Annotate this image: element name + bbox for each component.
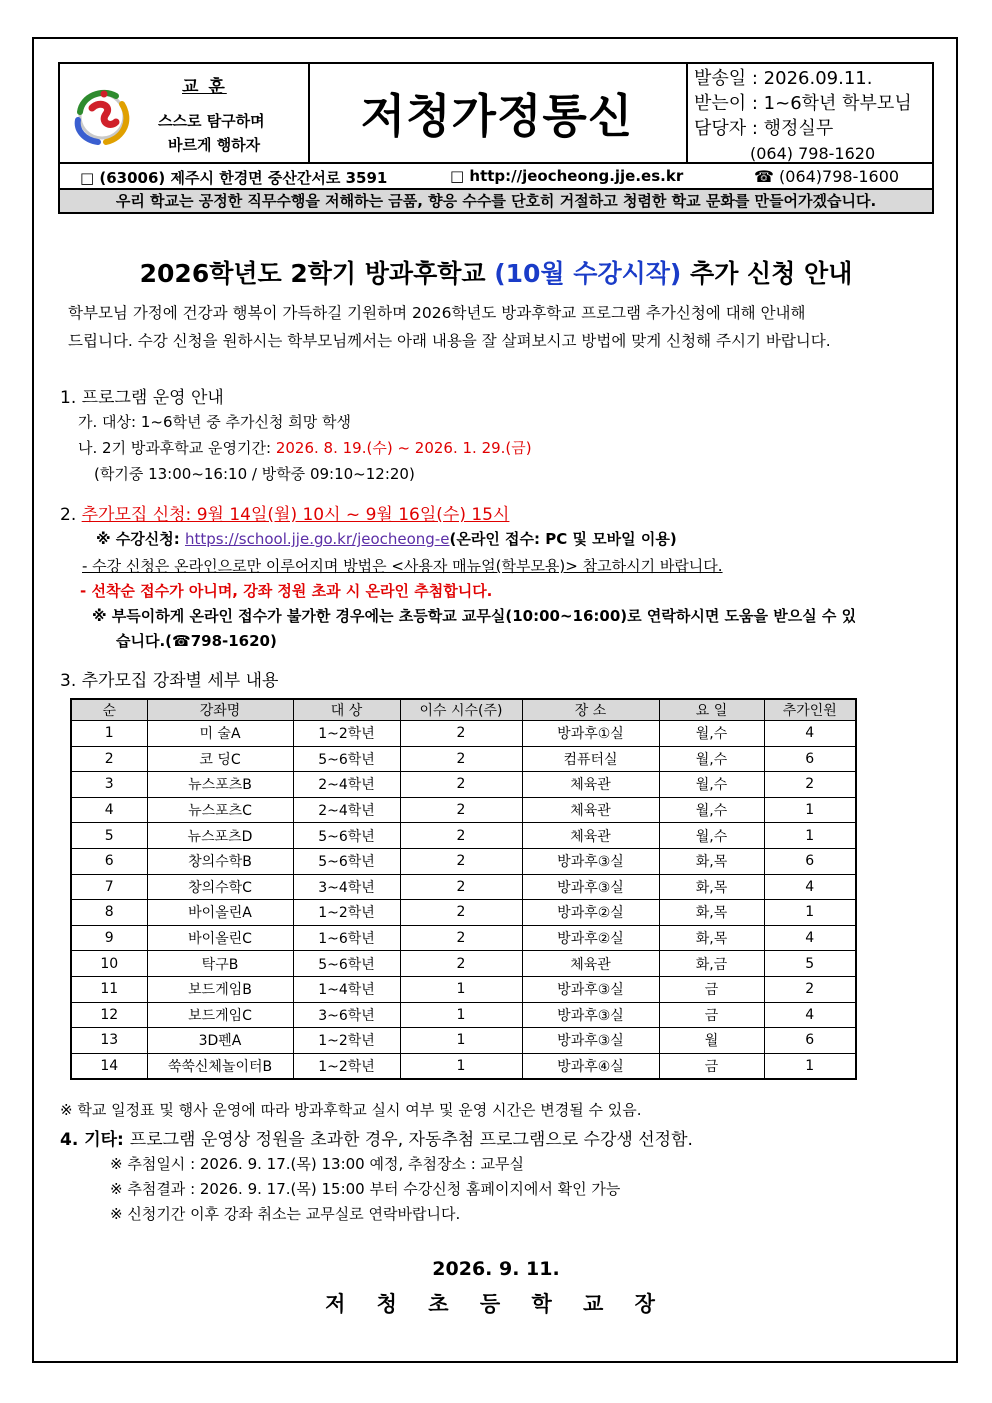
table-row xyxy=(71,797,856,823)
school-website-link[interactable]: □ http://jeocheong.jje.es.kr xyxy=(450,167,684,185)
table-cell: 4 xyxy=(764,925,856,951)
table-cell: 6 xyxy=(764,1028,856,1054)
table-cell: 체육관 xyxy=(522,951,659,977)
address-bar xyxy=(58,164,934,190)
table-cell: 월,수 xyxy=(659,746,764,772)
table-row xyxy=(71,721,856,747)
section-4-heading xyxy=(60,1125,693,1150)
table-cell: 1 xyxy=(400,976,522,1002)
table-cell: 방과후③실 xyxy=(522,976,659,1002)
table-row xyxy=(71,848,856,874)
table-cell: 컴퓨터실 xyxy=(522,746,659,772)
table-cell: 1 xyxy=(764,823,856,849)
section-2-heading xyxy=(60,500,509,525)
table-row xyxy=(71,1002,856,1028)
table-cell: 2 xyxy=(400,951,522,977)
table-cell: 1 xyxy=(71,721,147,747)
table-cell: 뉴스포츠C xyxy=(147,797,293,823)
motto-line-1: 스스로 탐구하며 xyxy=(158,112,265,130)
table-cell: 2 xyxy=(400,900,522,926)
column-header: 대 상 xyxy=(293,699,400,721)
table-row xyxy=(71,900,856,926)
table-cell: 방과후③실 xyxy=(522,1002,659,1028)
table-cell: 2~4학년 xyxy=(293,797,400,823)
ethics-banner: 우리 학교는 공정한 직무수행을 저해하는 금품, 향응 수수를 단호히 거절하고 청렴한 학교 문화를 만들어가겠습니다. xyxy=(58,190,934,214)
table-cell: 금 xyxy=(659,976,764,1002)
section-1-heading: 1. 프로그램 운영 안내 xyxy=(60,388,224,408)
lottery-date-note: ※ 추첨일시 : 2026. 9. 17.(목) 13:00 예정, 추첨장소 : 교무실 xyxy=(110,1155,525,1173)
table-cell: 1 xyxy=(400,1002,522,1028)
sent-date: 발송일 : 2026.09.11. xyxy=(694,68,873,89)
intro-line-1: 학부모님 가정에 건강과 행복이 가득하길 기원하며 2026학년도 방과후학교 프로그램 추가신청에 대해 안내해 xyxy=(68,304,806,322)
recipient: 받는이 : 1~6학년 학부모님 xyxy=(694,93,912,114)
table-row xyxy=(71,772,856,798)
target-students: 가. 대상: 1~6학년 중 추가신청 희망 학생 xyxy=(78,413,351,431)
lottery-result-note: ※ 추첨결과 : 2026. 9. 17.(목) 15:00 부터 수강신청 홈페이지에서 확인 가능 xyxy=(110,1180,621,1198)
intro-line-2: 드립니다. 수강 신청을 원하시는 학부모님께서는 아래 내용을 잘 살펴보시고 방법에 맞게 신청해 주시기 바랍니다. xyxy=(68,332,831,350)
table-row xyxy=(71,925,856,951)
operation-period xyxy=(78,437,532,458)
table-cell: 3 xyxy=(71,772,147,798)
table-row xyxy=(71,874,856,900)
table-cell: 방과후②실 xyxy=(522,925,659,951)
table-cell: 8 xyxy=(71,900,147,926)
send-info xyxy=(694,66,912,166)
table-cell: 3D펜A xyxy=(147,1028,293,1054)
table-cell: 체육관 xyxy=(522,772,659,798)
table-cell: 1 xyxy=(764,797,856,823)
school-principal-signature: 저 청 초 등 학 교 장 xyxy=(325,1292,667,1316)
table-cell: 뉴스포츠D xyxy=(147,823,293,849)
table-cell: 방과후②실 xyxy=(522,900,659,926)
table-cell: 5~6학년 xyxy=(293,823,400,849)
table-cell: 2~4학년 xyxy=(293,772,400,798)
section-4-text: 프로그램 운영상 정원을 초과한 경우, 자동추첨 프로그램으로 수강생 선정함. xyxy=(129,1130,693,1150)
table-cell: 2 xyxy=(71,746,147,772)
table-cell: 2 xyxy=(400,823,522,849)
signature-date: 2026. 9. 11. xyxy=(432,1258,560,1280)
table-cell: 13 xyxy=(71,1028,147,1054)
motto-title: 교 훈 xyxy=(182,77,227,97)
table-cell: 화,금 xyxy=(659,951,764,977)
course-table xyxy=(70,698,857,1080)
table-cell: 11 xyxy=(71,976,147,1002)
column-header: 강좌명 xyxy=(147,699,293,721)
table-cell: 1~2학년 xyxy=(293,721,400,747)
column-header: 순 xyxy=(71,699,147,721)
table-cell: 금 xyxy=(659,1053,764,1079)
school-address: □ (63006) 제주시 한경면 중산간서로 3591 xyxy=(80,169,388,187)
cancellation-note: ※ 신청기간 이후 강좌 취소는 교무실로 연락바랍니다. xyxy=(110,1205,461,1223)
table-cell: 체육관 xyxy=(522,797,659,823)
table-cell: 4 xyxy=(764,1002,856,1028)
table-cell: 4 xyxy=(764,721,856,747)
table-cell: 3~4학년 xyxy=(293,874,400,900)
title-part-1: 2026학년도 2학기 방과후학교 xyxy=(139,259,495,288)
table-cell: 보드게임C xyxy=(147,1002,293,1028)
table-cell: 5 xyxy=(764,951,856,977)
table-row xyxy=(71,976,856,1002)
table-cell: 1 xyxy=(400,1028,522,1054)
table-cell: 월,수 xyxy=(659,772,764,798)
title-part-3: 추가 신청 안내 xyxy=(681,259,853,288)
table-cell: 10 xyxy=(71,951,147,977)
table-cell: 월,수 xyxy=(659,823,764,849)
table-cell: 체육관 xyxy=(522,823,659,849)
table-cell: 5~6학년 xyxy=(293,848,400,874)
apply-url-link[interactable]: https://school.jje.go.kr/jeocheong-e xyxy=(185,530,450,548)
table-header-row xyxy=(71,699,856,721)
table-cell: 바이올린C xyxy=(147,925,293,951)
table-cell: 2 xyxy=(400,772,522,798)
operation-hours: (학기중 13:00~16:10 / 방학중 09:10~12:20) xyxy=(94,465,415,483)
table-cell: 1~4학년 xyxy=(293,976,400,1002)
table-cell: 미 술A xyxy=(147,721,293,747)
table-cell: 화,목 xyxy=(659,848,764,874)
table-cell: 뉴스포츠B xyxy=(147,772,293,798)
column-header: 이수 시수(주) xyxy=(400,699,522,721)
operation-period-dates: 2026. 8. 19.(수) ~ 2026. 1. 29.(금) xyxy=(275,439,532,457)
table-cell: 1~2학년 xyxy=(293,900,400,926)
table-cell: 탁구B xyxy=(147,951,293,977)
table-cell: 5 xyxy=(71,823,147,849)
table-cell: 9 xyxy=(71,925,147,951)
table-cell: 화,목 xyxy=(659,900,764,926)
table-cell: 1~2학년 xyxy=(293,1053,400,1079)
table-cell: 6 xyxy=(71,848,147,874)
document-title xyxy=(0,254,992,290)
section-4-label: 4. 기타: xyxy=(60,1130,130,1150)
table-cell: 4 xyxy=(71,797,147,823)
column-header: 장 소 xyxy=(522,699,659,721)
table-cell: 바이올린A xyxy=(147,900,293,926)
table-cell: 1 xyxy=(764,1053,856,1079)
school-motto-box xyxy=(60,64,310,162)
table-cell: 월,수 xyxy=(659,721,764,747)
school-logo-icon xyxy=(66,82,138,148)
table-cell: 5~6학년 xyxy=(293,951,400,977)
table-cell: 코 딩C xyxy=(147,746,293,772)
table-cell: 1 xyxy=(764,900,856,926)
table-cell: 5~6학년 xyxy=(293,746,400,772)
table-cell: 4 xyxy=(764,874,856,900)
table-cell: 1~6학년 xyxy=(293,925,400,951)
table-cell: 2 xyxy=(764,772,856,798)
section-3-heading: 3. 추가모집 강좌별 세부 내용 xyxy=(60,671,279,691)
column-header: 추가인원 xyxy=(764,699,856,721)
offline-help-note-line-1: ※ 부득이하게 온라인 접수가 불가한 경우에는 초등학교 교무실(10:00~16:00)로 연락하시면 도움을 받으실 수 있 xyxy=(92,607,857,625)
apply-note: (온라인 접수: PC 및 모바일 이용) xyxy=(449,530,677,548)
apply-label: ※ 수강신청: xyxy=(96,530,185,548)
table-cell: 7 xyxy=(71,874,147,900)
table-cell: 방과후③실 xyxy=(522,848,659,874)
table-row xyxy=(71,1028,856,1054)
table-cell: 방과후①실 xyxy=(522,721,659,747)
operation-period-label: 나. 2기 방과후학교 운영기간: xyxy=(78,439,276,457)
section-2-number: 2. xyxy=(60,505,82,525)
table-cell: 화,목 xyxy=(659,874,764,900)
online-only-note: - 수강 신청은 온라인으로만 이루어지며 방법은 <사용자 매뉴얼(학부모용)> 참고하시기 바랍니다. xyxy=(82,557,723,575)
table-cell: 금 xyxy=(659,1002,764,1028)
contact-phone: (064) 798-1620 xyxy=(750,144,876,163)
table-cell: 2 xyxy=(400,746,522,772)
table-cell: 6 xyxy=(764,848,856,874)
column-header: 요 일 xyxy=(659,699,764,721)
table-cell: 2 xyxy=(400,721,522,747)
table-cell: 방과후④실 xyxy=(522,1053,659,1079)
newsletter-title: 저청가정통신 xyxy=(308,64,688,162)
newsletter-header xyxy=(58,62,934,164)
table-cell: 보드게임B xyxy=(147,976,293,1002)
table-row xyxy=(71,746,856,772)
contact-person: 담당자 : 행정실무 xyxy=(694,118,834,139)
table-row xyxy=(71,823,856,849)
table-cell: 2 xyxy=(400,848,522,874)
lottery-note: - 선착순 접수가 아니며, 강좌 정원 초과 시 온라인 추첨합니다. xyxy=(80,582,493,600)
table-cell: 방과후③실 xyxy=(522,874,659,900)
table-cell: 쑥쑥신체놀이터B xyxy=(147,1053,293,1079)
table-cell: 6 xyxy=(764,746,856,772)
table-cell: 월 xyxy=(659,1028,764,1054)
motto-line-2: 바르게 행하자 xyxy=(168,136,261,154)
application-period: 추가모집 신청: 9월 14일(월) 10시 ~ 9월 16일(수) 15시 xyxy=(81,505,510,525)
apply-info xyxy=(96,528,677,549)
table-cell: 월,수 xyxy=(659,797,764,823)
table-cell: 2 xyxy=(400,925,522,951)
table-cell: 14 xyxy=(71,1053,147,1079)
table-cell: 2 xyxy=(764,976,856,1002)
table-cell: 1~2학년 xyxy=(293,1028,400,1054)
table-row xyxy=(71,951,856,977)
offline-help-note-line-2: 습니다.(☎798-1620) xyxy=(116,632,277,650)
table-cell: 화,목 xyxy=(659,925,764,951)
school-phone: ☎ (064)798-1600 xyxy=(754,167,900,186)
table-cell: 1 xyxy=(400,1053,522,1079)
table-cell: 창의수학C xyxy=(147,874,293,900)
table-cell: 창의수학B xyxy=(147,848,293,874)
table-cell: 2 xyxy=(400,874,522,900)
table-cell: 3~6학년 xyxy=(293,1002,400,1028)
table-cell: 방과후③실 xyxy=(522,1028,659,1054)
schedule-change-note: ※ 학교 일정표 및 행사 운영에 따라 방과후학교 실시 여부 및 운영 시간은 변경될 수 있음. xyxy=(60,1101,642,1119)
title-highlight: (10월 수강시작) xyxy=(494,259,682,288)
table-row xyxy=(71,1053,856,1079)
table-cell: 12 xyxy=(71,1002,147,1028)
table-cell: 2 xyxy=(400,797,522,823)
